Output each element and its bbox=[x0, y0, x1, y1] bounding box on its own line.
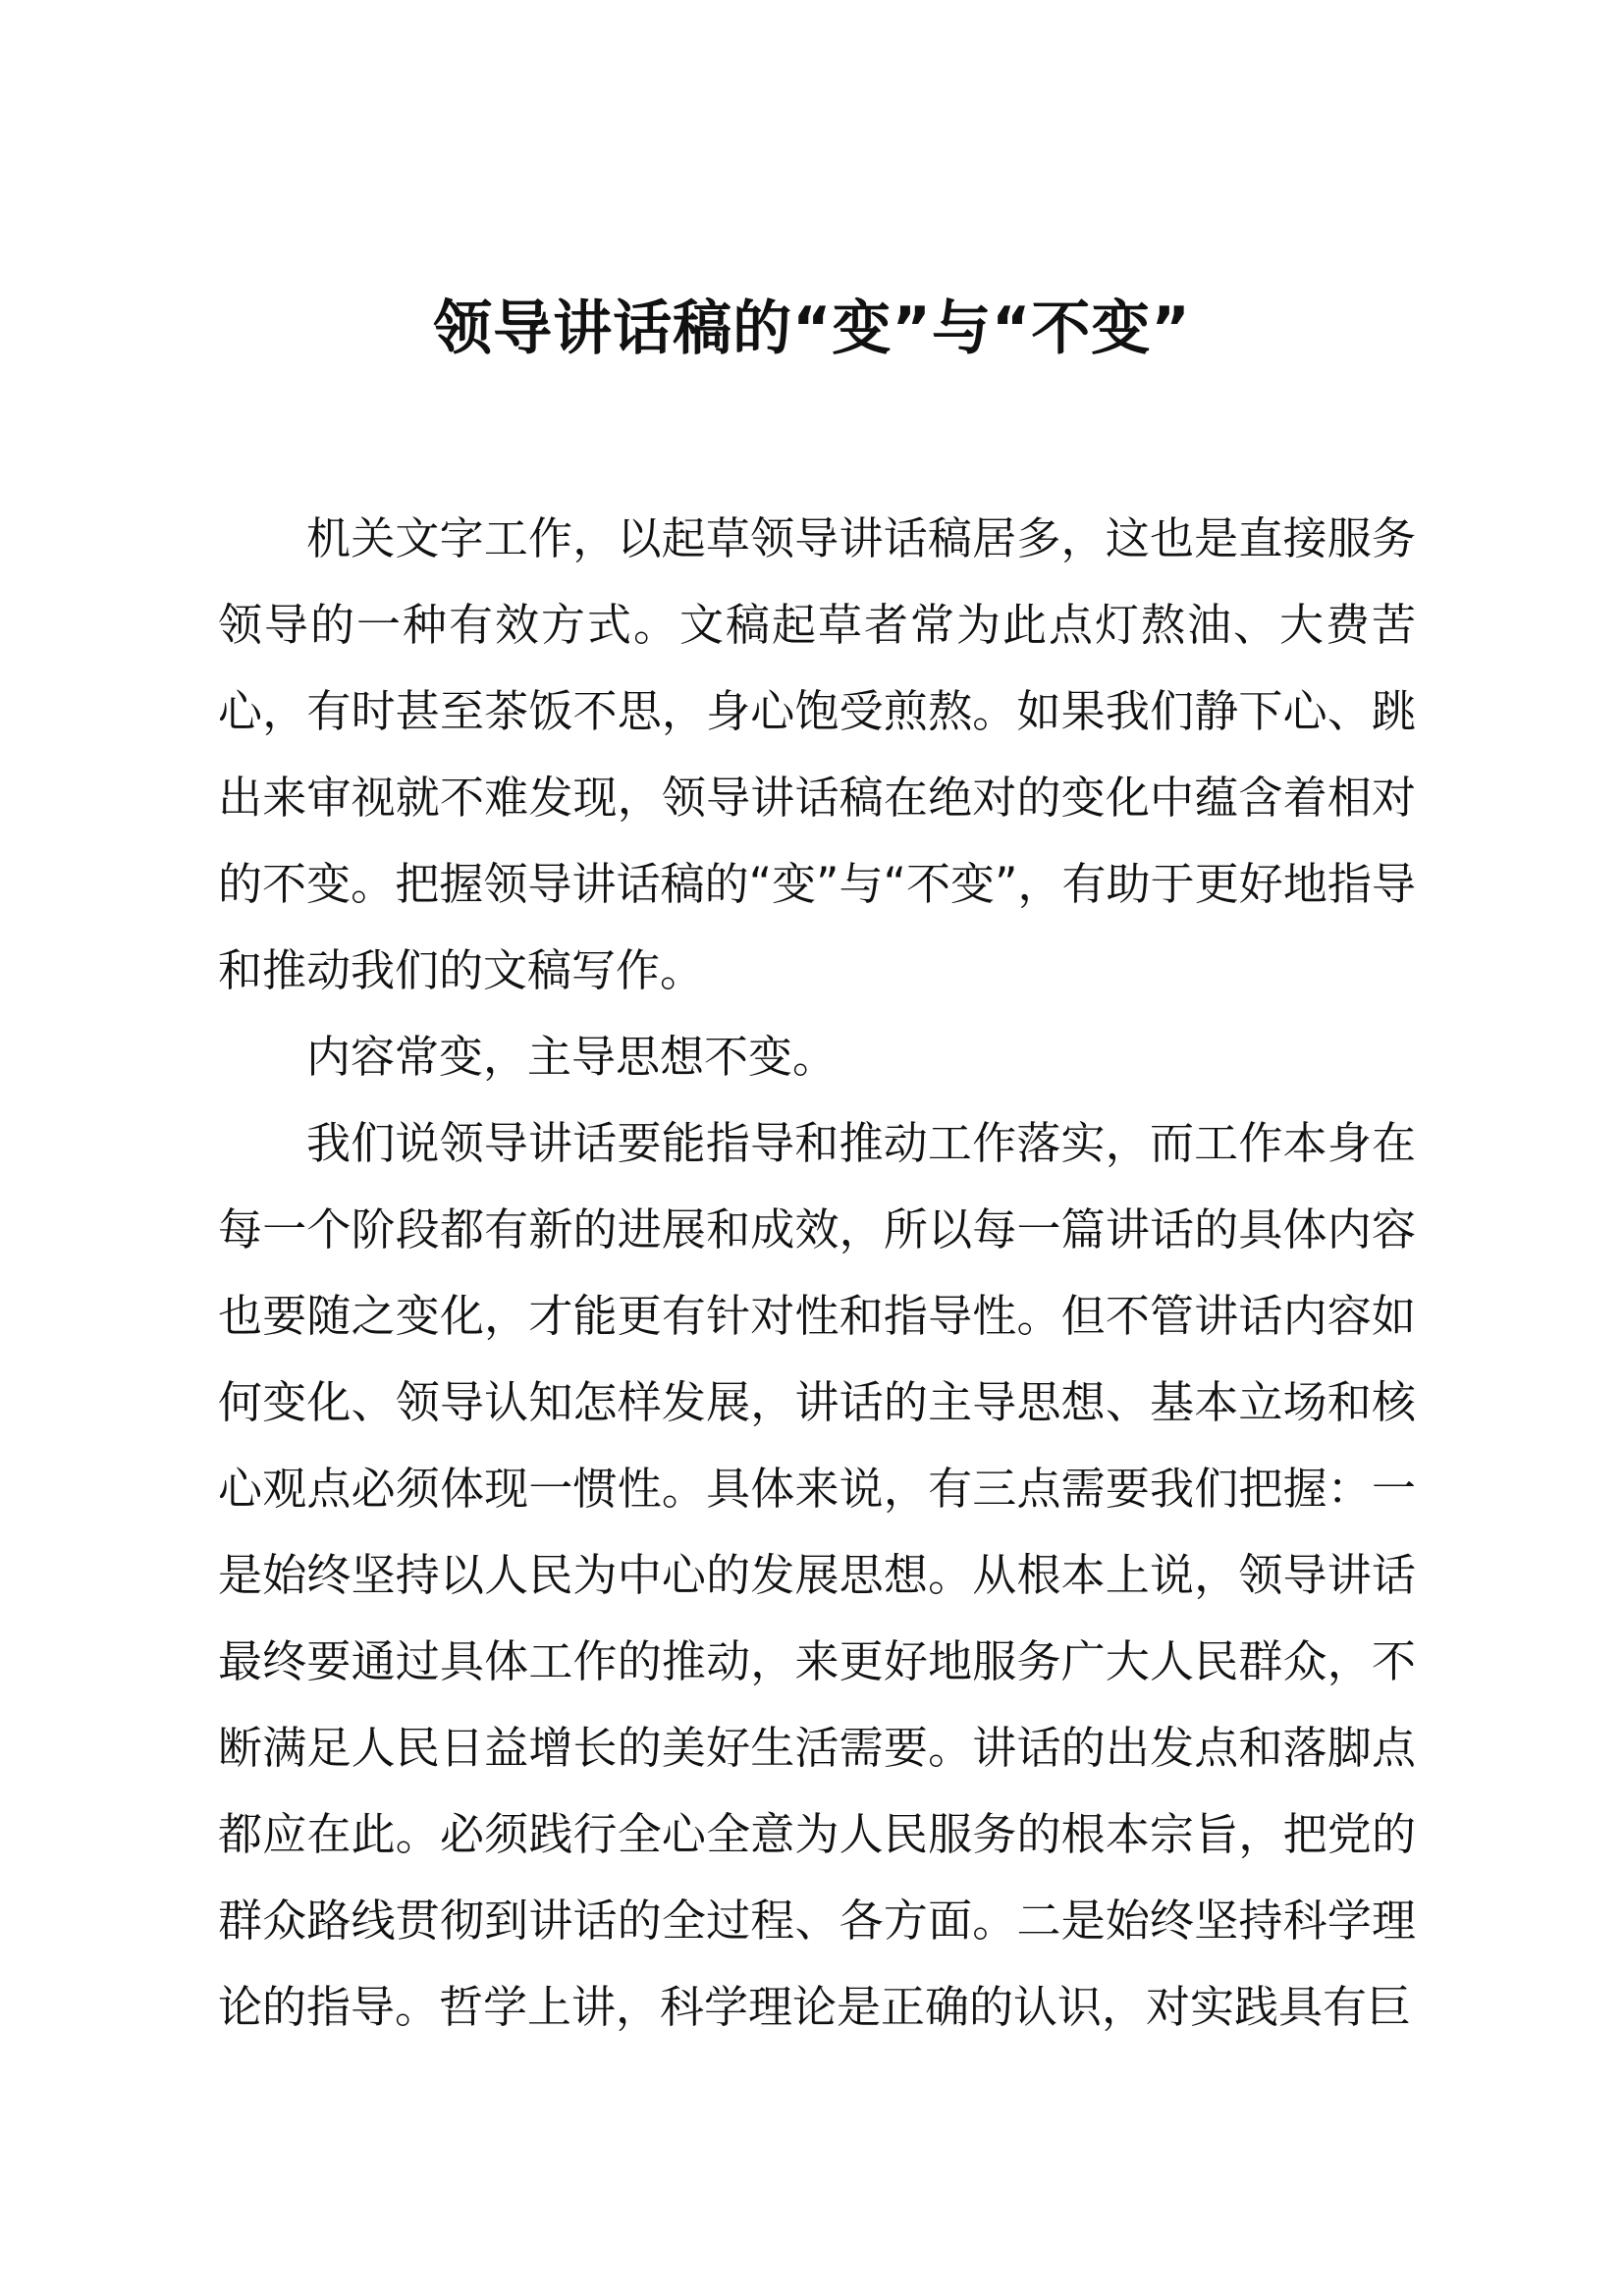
paragraph-intro: 机关文字工作，以起草领导讲话稿居多，这也是直接服务领导的一种有效方式。文稿起草者常为此点灯熬油、大费苦心，有时甚至茶饭不思，身心饱受煎熬。如果我们静下心、跳出来审视就不难发现，领导讲话稿在绝对的变化中蕴含着相对的不变。把握领导讲话稿的“变”与“不变”，有助于更好地指导和推动我们的文稿写作。 bbox=[218, 512, 1416, 996]
document-title: 领导讲话稿的“变”与“不变” bbox=[433, 294, 1191, 363]
paragraph-heading-1: 内容常变，主导思想不变。 bbox=[306, 1031, 838, 1083]
document-body bbox=[218, 496, 1416, 2051]
paragraph-main: 我们说领导讲话要能指导和推动工作落实，而工作本身在每一个阶段都有新的进展和成效，所以每一篇讲话的具体内容也要随之变化，才能更有针对性和指导性。但不管讲话内容如何变化、领导认知怎样发展，讲话的主导思想、基本立场和核心观点必须体现一惯性。具体来说，有三点需要我们把握：一是始终坚持以人民为中心的发展思想。从根本上说，领导讲话最终要通过具体工作的推动，来更好地服务广大人民群众，不断满足人民日益增长的美好生活需要。讲话的出发点和落脚点都应在此。必须践行全心全意为人民服务的根本宗旨，把党的群众路线贯彻到讲话的全过程、各方面。二是始终坚持科学理论的指导。哲学上讲，科学理论是正确的认识，对实践具有巨 bbox=[218, 1117, 1416, 2033]
